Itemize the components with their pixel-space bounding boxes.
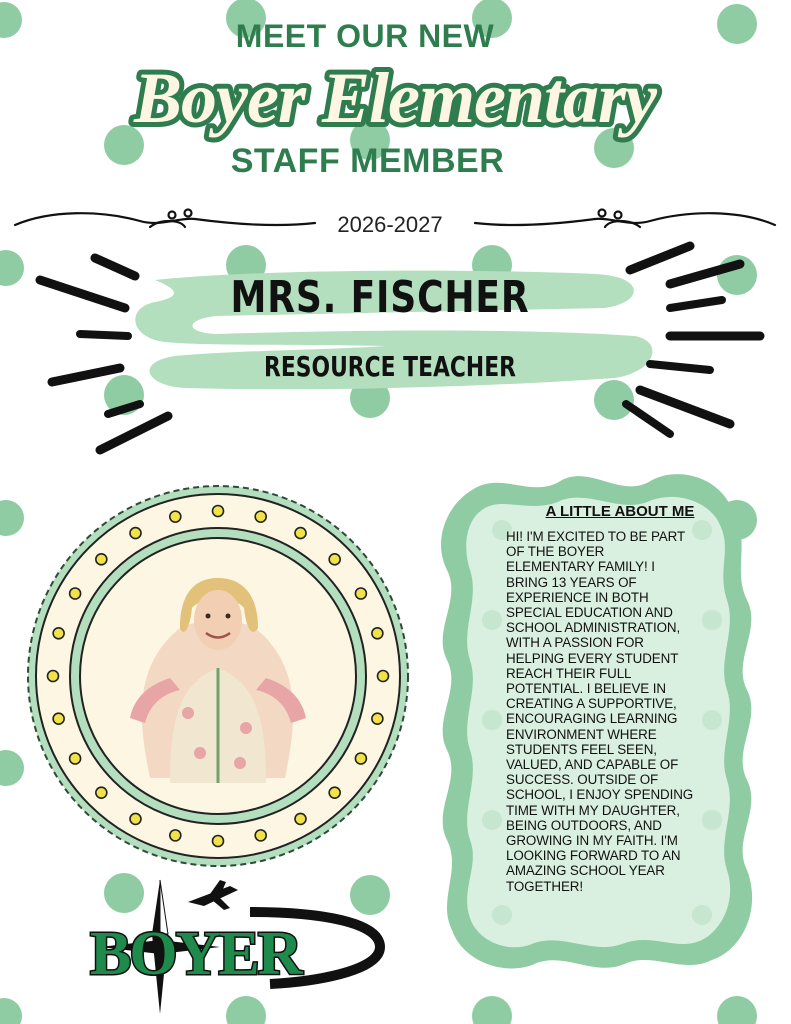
frame-bulb bbox=[372, 628, 383, 639]
frame-bulb bbox=[255, 511, 266, 522]
frame-bulb bbox=[53, 628, 64, 639]
header-line1: MEET OUR NEW bbox=[235, 18, 495, 54]
header-line2: STAFF MEMBER bbox=[230, 142, 505, 180]
frame-bulb bbox=[372, 713, 383, 724]
frame-bulb bbox=[213, 836, 224, 847]
frame-bulb bbox=[295, 528, 306, 539]
burst-strokes bbox=[30, 240, 770, 460]
frame-bulb bbox=[70, 588, 81, 599]
airplane-icon bbox=[188, 880, 238, 910]
frame-bulb bbox=[96, 787, 107, 798]
frame-bulb bbox=[378, 671, 389, 682]
frame-bulb bbox=[355, 588, 366, 599]
frame-bulb bbox=[355, 753, 366, 764]
frame-bulb bbox=[130, 813, 141, 824]
frame-bulb bbox=[329, 787, 340, 798]
frame-bulb bbox=[48, 671, 59, 682]
frame-bulb bbox=[329, 554, 340, 565]
logo-text: BOYER bbox=[90, 920, 301, 988]
frame-bulb bbox=[295, 813, 306, 824]
frame-bulb bbox=[70, 753, 81, 764]
school-name-text: Boyer Elementary bbox=[134, 58, 656, 138]
frame-bulb bbox=[53, 713, 64, 724]
frame-bulb bbox=[170, 830, 181, 841]
frame-bulb bbox=[96, 554, 107, 565]
school-name-wordmark bbox=[30, 52, 760, 144]
about-title: A LITTLE ABOUT ME bbox=[545, 503, 695, 520]
about-body: HI! I'M EXCITED TO BE PART OF THE BOYER ELEMENTARY FAMILY! I BRING 13 YEARS OF EXPERIENCE IN BOTH SPECIAL EDUCATION AND SCHOOL ADMINISTRATION, WITH A PASSION FOR HELPING EVERY STUDENT REACH THEIR FULL POTENTIAL. I BELIEVE IN CREATING A SUPPORTIVE, ENCOURAGING LEARNING ENVIRONMENT WHERE STUDENTS FEEL SEEN, VALUED, AND CAPABLE OF SUCCESS. OUTSIDE OF SCHOOL, I ENJOY SPENDING TIME WITH MY DAUGHTER, BEING OUTDOORS, AND GROWING IN MY FAITH. I'M LOOKING FORWARD TO AN AMAZING SCHOOL YEAR TOGETHER! bbox=[506, 529, 694, 894]
frame-bulb bbox=[255, 830, 266, 841]
frame-bulb bbox=[130, 528, 141, 539]
teacher-name: MRS. FISCHER bbox=[230, 272, 530, 323]
frame-bulb bbox=[170, 511, 181, 522]
school-year: 2026-2027 bbox=[337, 212, 443, 237]
photo-frame bbox=[20, 478, 416, 874]
teacher-role: RESOURCE TEACHER bbox=[264, 350, 516, 383]
frame-bulb bbox=[213, 506, 224, 517]
boyer-logo bbox=[80, 872, 390, 1022]
